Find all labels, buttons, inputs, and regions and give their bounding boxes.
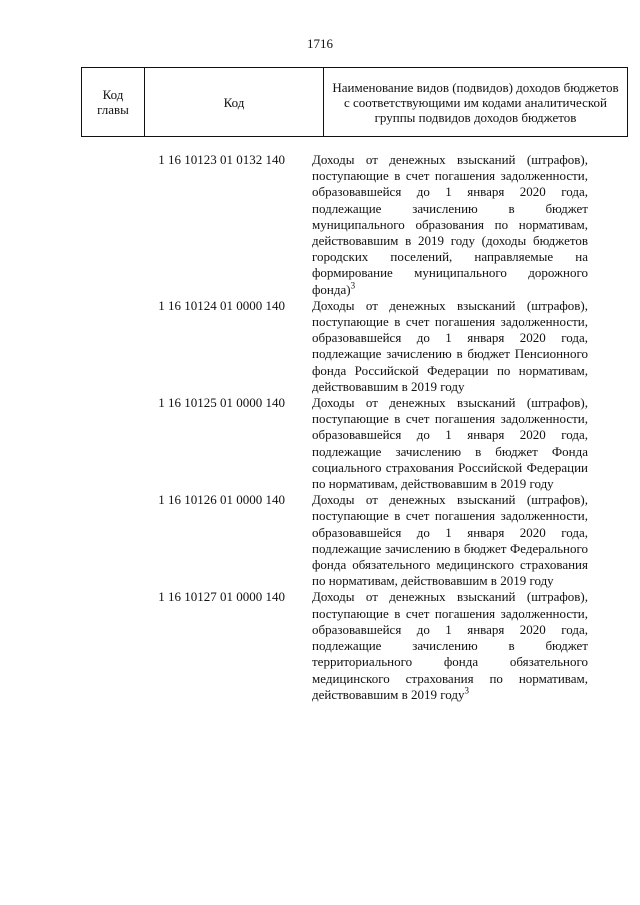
row-description	[312, 492, 588, 589]
table-row	[81, 492, 600, 589]
row-code: 1 16 10124 01 0000 140	[158, 297, 285, 313]
row-description	[312, 152, 588, 298]
header-chapter-code: Код главы	[82, 68, 145, 137]
row-code: 1 16 10123 01 0132 140	[158, 152, 285, 167]
table-row	[81, 589, 600, 702]
row-description	[312, 395, 588, 492]
row-description	[312, 589, 588, 702]
row-description-text: Доходы от денежных взысканий (штрафов), поступающие в счет погашения задолженности, образовавшейся до 1 января 2020 года, подлежащие зачислению в бюджет Федерального фонда обязательного медицинского страхования по нормативам, действовавшим в 2019 году	[312, 492, 588, 589]
row-description-text: Доходы от денежных взысканий (штрафов), поступающие в счет погашения задолженности, образовавшейся до 1 января 2020 года, подлежащие зачислению в бюджет Фонда социального страхования Российской Федерации по нормативам, действовавшим в 2019 году	[312, 395, 588, 492]
header-row	[82, 68, 628, 137]
table-row	[81, 298, 600, 395]
row-description-text: Доходы от денежных взысканий (штрафов), поступающие в счет погашения задолженности, образовавшейся до 1 января 2020 года, подлежащие зачислению в бюджет муниципального образования по нормативам, действовавшим в 2019 году (доходы бюджетов городских поселений, направляемые на формирование муниципального дорожного фонда)	[312, 152, 588, 297]
row-code: 1 16 10125 01 0000 140	[158, 395, 285, 411]
row-description-text: Доходы от денежных взысканий (штрафов), поступающие в счет погашения задолженности, образовавшейся до 1 января 2020 года, подлежащие зачислению в бюджет Пенсионного фонда Российской Федерации по нормативам, действовавшим в 2019 году	[312, 297, 588, 394]
page-number: 1716	[307, 36, 333, 51]
footnote-marker: 3	[464, 685, 470, 696]
table-header	[81, 67, 628, 137]
row-description	[312, 298, 588, 395]
row-description-text: Доходы от денежных взысканий (штрафов), поступающие в счет погашения задолженности, образовавшейся до 1 января 2020 года, подлежащие зачислению в бюджет территориального фонда обязательного медицинского страхования по нормативам, действовавшим в 2019 году	[312, 589, 588, 702]
table-body	[81, 152, 600, 703]
header-code: Код	[145, 68, 324, 137]
table-row	[81, 395, 600, 492]
row-code: 1 16 10126 01 0000 140	[158, 492, 285, 508]
footnote-marker: 3	[350, 280, 356, 291]
row-code: 1 16 10127 01 0000 140	[158, 589, 285, 605]
table-row	[81, 152, 600, 298]
header-name: Наименование видов (подвидов) доходов бюджетов с соответствующими им кодами аналитической группы подвидов доходов бюджетов	[324, 68, 628, 137]
